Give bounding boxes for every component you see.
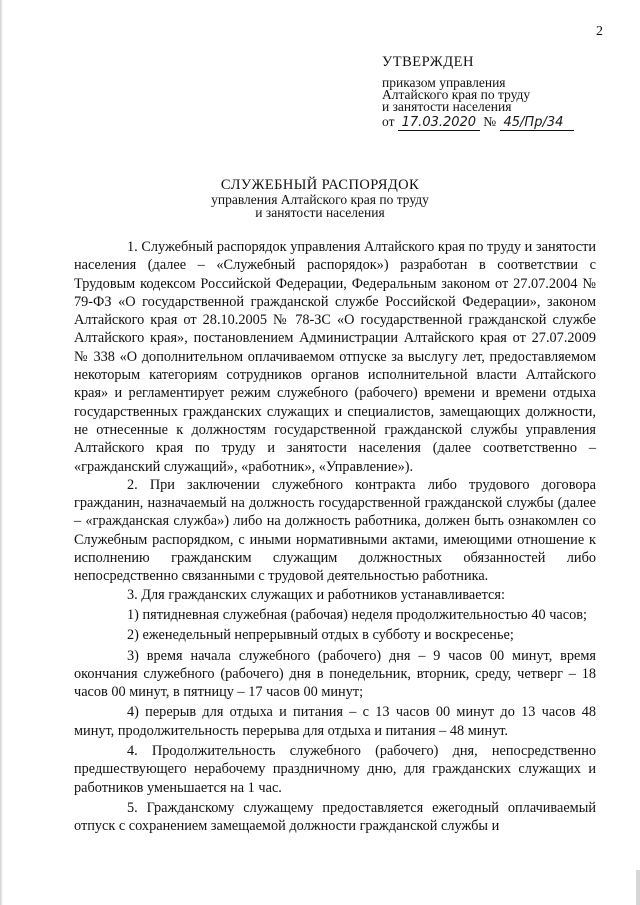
title-main: СЛУЖЕБНЫЙ РАСПОРЯДОК [220,177,420,193]
approval-heading: УТВЕРЖДЕН [382,54,474,70]
document-title [0,178,640,219]
number-label: № [483,114,497,129]
paragraph-4: 4. Продолжительность служебного (рабочего) дня, непосредственно предшествующего нерабочему праздничному дню, для гражданских служащих и работников уменьшается на 1 час. [74,743,596,796]
handwritten-date: 17.03.2020 [398,116,480,131]
approval-line: приказом управления [382,75,506,90]
title-subtitle: и занятости населения [255,205,385,220]
paragraph-2: 2. При заключении служебного контракта либо трудового договора гражданин, назначаемый на должность государственной гражданской службы (далее – «гражданская служба») либо на должность работника, должен быть ознакомлен со Служебным распорядком, с иными нормативными актами, имеющими отношение к исполнению гражданским служащим должностных обязанностей либо непосредственно связанными с трудовой деятельностью работника. [74,476,596,585]
scan-mark [636,870,640,905]
paragraph-3: 3. Для гражданских служащих и работников устанавливается: [127,586,505,603]
approval-line: и занятости населения [382,99,512,114]
from-label: от [382,114,395,129]
list-item-4: 4) перерыв для отдыха и питания – с 13 часов 00 минут до 13 часов 48 минут, продолжительность перерыва для отдыха и питания – 48 минут. [74,704,596,739]
paragraph-1: 1. Служебный распорядок управления Алтайского края по труду и занятости населения (далее – «Служебный распорядок») разработан в соответствии с Трудовым кодексом Российской Федерации, Федеральным законом от 27.07.2004 № 79-ФЗ «О государственной гражданской службе Российской Федерации», законом Алтайского края от 28.10.2005 № 78-ЗС «О государственной гражданской службе Алтайского края», постановлением Администрации Алтайского края от 27.07.2009 № 338 «О дополнительном оплачиваемом отпуске за выслугу лет, предоставляемом некоторым категориям сотрудников органов исполнительной власти Алтайского края» и регламентирует режим служебного (рабочего) времени и времени отдыха государственных гражданских служащих и специалистов, замещающих должности, не отнесенные к должностям государственной гражданской службы управления Алтайского края по труду и занятости населения (далее соответственно – «гражданский служащий», «работник», «Управление»). [74,239,596,475]
handwritten-number: 45/Пр/34 [500,116,574,131]
document-body [74,238,596,836]
approval-signature-line [382,115,622,131]
scan-edge [0,0,3,905]
list-item-1: 1) пятидневная служебная (рабочая) неделя продолжительностью 40 часов; [127,606,587,623]
page-number: 2 [596,24,603,39]
approval-block [382,54,622,131]
list-item-2: 2) еженедельный непрерывный отдых в субботу и воскресенье; [127,627,514,644]
paragraph-5: 5. Гражданскому служащему предоставляется ежегодный оплачиваемый отпуск с сохранением замещаемой должности гражданской службы и [74,799,596,835]
list-item-3: 3) время начала служебного (рабочего) дня – 9 часов 00 минут, время окончания служебного (рабочего) дня в понедельник, вторник, среду, четверг – 18 часов 00 минут, в пятницу – 17 часов 00 минут; [74,647,596,701]
approval-line: Алтайского края по труду [382,87,531,102]
title-subtitle: управления Алтайского края по труду [211,192,429,207]
